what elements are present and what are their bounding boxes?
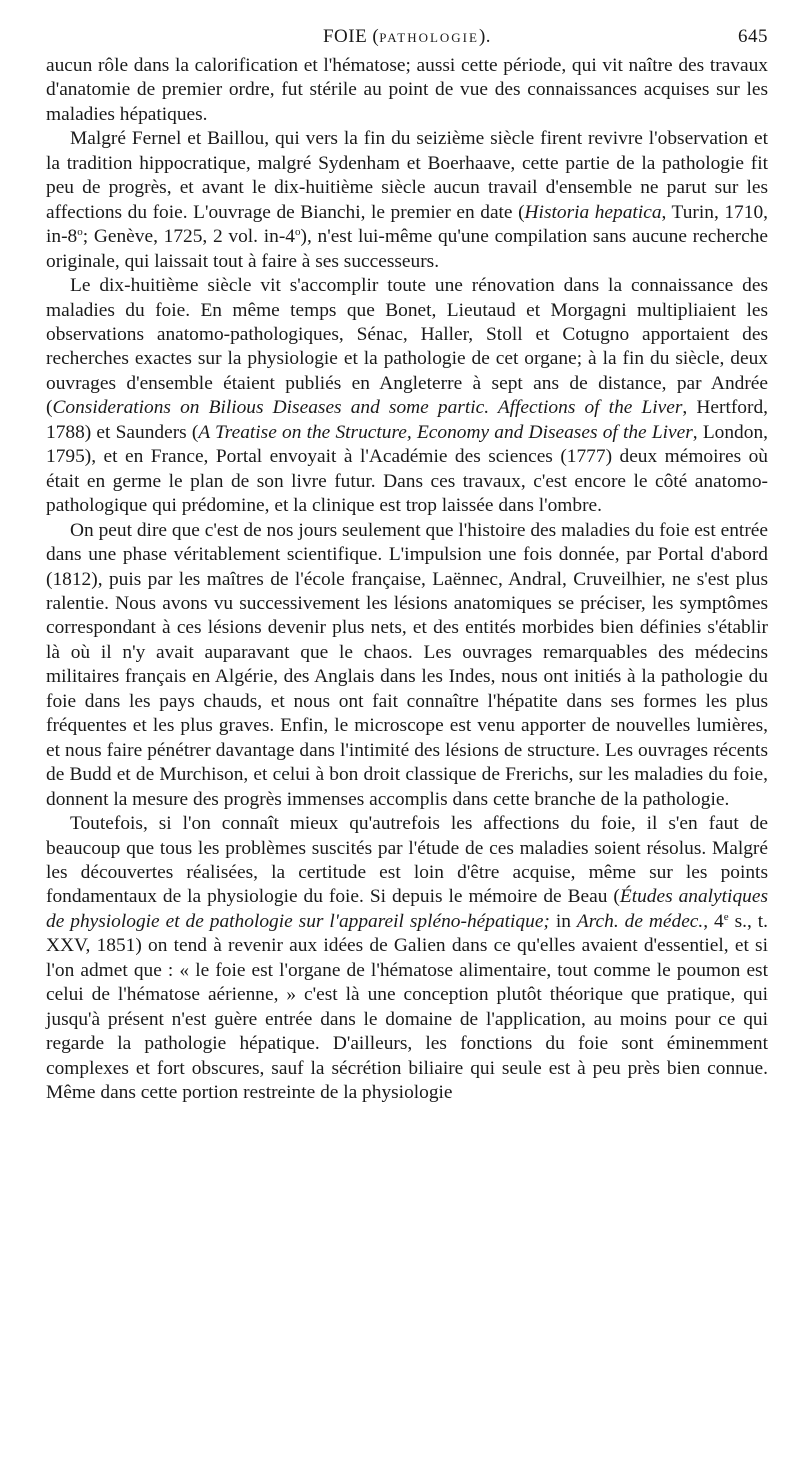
paragraph-3 <box>46 274 768 519</box>
title-small-caps: PATHOLOGIE <box>379 30 479 45</box>
p2-text-c: ; Genève, 1725, 2 vol. in-4 <box>82 226 295 248</box>
paragraph-4: On peut dire que c'est de nos jours seulement que l'histoire des maladies du foie est entrée dans une phase véritablement scientifique. L'impulsion une fois donnée, par Portal d'abord (1812), puis par les maîtres de l'école française, Laënnec, Andral, Cruveilhier, ne s'est plus ralentie. Nous avons vu successivement les lésions anatomiques se préciser, les symptômes correspondant à ces lésions devenir plus nets, et des entités morbides bien définies s'établir là où il n'y avait auparavant que le chaos. Les ouvrages remarquables des médecins militaires français en Algérie, des Anglais dans les Indes, nous ont initiés à la pathologie du foie dans les pays chauds, et nous ont fait connaître l'hépatite dans ses formes les plus fréquentes et les plus graves. Enfin, le microscope est venu apporter de nouvelles lumières, et nous faire pénétrer davantage dans l'intimité des lésions de structure. Les ouvrages récents de Budd et de Murchison, et celui à bon droit classique de Frerichs, sur les maladies du foie, donnent la mesure des progrès immenses accomplis dans cette branche de la pathologie. <box>46 519 768 810</box>
p2-sup-1: o <box>77 226 83 239</box>
p2-text-a: Malgré Fernel et Baillou, qui vers la fin du seizième siècle firent revivre l'observation et la tradition hippocratique, malgré Sydenham et Boerhaave, cette partie de la pathologie fit peu de progrès, et avant le dix-huitième siècle aucun travail d'ensemble ne parut sur les affections du foie. L'ouvrage de Bianchi, le premier en date ( <box>46 128 768 223</box>
body-text <box>46 54 768 1105</box>
p3-text-b: , Hertford, 1788) et Saunders ( <box>46 397 768 443</box>
p3-text-a: Le dix-huitième siècle vit s'accomplir toute une rénovation dans la connaissance des maladies du foie. En même temps que Bonet, Lieutaud et Morgagni multipliaient les observations anatomo-pathologiques, Sénac, Haller, Stoll et Cotugno apportaient des recherches exactes sur la physiologie et la pathologie de cet organe; à la fin du siècle, deux ouvrages d'ensemble étaient publiés en Angleterre à sept ans de distance, par Andrée ( <box>46 275 768 419</box>
p2-title-historia: Historia hepatica <box>524 201 662 223</box>
paragraph-2 <box>46 127 768 274</box>
p5-text-d: s., t. XXV, 1851) on tend à revenir aux idées de Galien dans ce qu'elles avaient d'essentiel, et si l'on admet que : « le foie est l'organe de l'hématose alimentaire, tout comme le poumon est celui de l'hématose aérienne, » c'est là une conception plutôt théorique que pratique, qui jusqu'à présent n'est guère entrée dans le domaine de l'application, au moins pour ce qui regarde la pathologie hépatique. D'ailleurs, les fonctions du foie sont éminemment complexes et fort obscures, sauf la sécrétion biliaire qui seule est à peu près bien connue. Même dans cette portion restreinte de la physiologie <box>46 910 769 1104</box>
running-head <box>46 26 768 54</box>
paragraph-5 <box>46 812 768 1105</box>
p5-text-a: Toutefois, si l'on connaît mieux qu'autrefois les affections du foie, il s'en faut de beaucoup que tous les problèmes suscités par l'étude de ces maladies soient résolus. Malgré les découvertes réalisées, la certitude est loin d'être acquise, même sur les points fondamentaux de la physiologie du foie. Si depuis le mémoire de Beau ( <box>46 813 768 908</box>
page-number: 645 <box>738 26 768 47</box>
p3-text-c: , London, 1795), et en France, Portal envoyait à l'Académie des sciences (1777) deux mémoires où était en germe le plan de son livre futur. Dans ces travaux, c'est encore le côté anatomo-pathologique qui prédomine, et la clinique est trop laissée dans l'ombre. <box>46 421 768 517</box>
p5-journal: Arch. de médec. <box>576 910 704 932</box>
p5-sup-1: e <box>723 910 729 923</box>
p2-sup-2: o <box>294 226 301 239</box>
title-main: FOIE ( <box>322 26 380 47</box>
running-title <box>46 26 768 48</box>
paragraph-1: aucun rôle dans la calorification et l'hématose; aussi cette période, qui vit naître des travaux d'anatomie de premier ordre, fut stérile au point de vue des connaissances acquises sur les maladies hépatiques. <box>46 55 768 125</box>
p3-title-saunders: A Treatise on the Structure, Economy and Diseases of the Liver <box>198 421 693 443</box>
title-end: ). <box>478 26 492 47</box>
page <box>46 26 768 1105</box>
p5-title-beau: Études analytiques de physiologie et de pathologie sur l'appareil spléno-hépatique; <box>46 886 768 932</box>
p2-text-b: , Turin, 1710, in-8 <box>46 201 768 248</box>
p2-text-d: ), n'est lui-même qu'une compilation sans aucune recherche originale, qui laissait tout à faire à ses successeurs. <box>46 226 768 272</box>
p3-title-andree: Considerations on Bilious Diseases and some partic. Affections of the Liver <box>52 397 683 419</box>
p5-text-c: , 4 <box>703 910 724 932</box>
p5-text-b: in <box>549 910 577 932</box>
